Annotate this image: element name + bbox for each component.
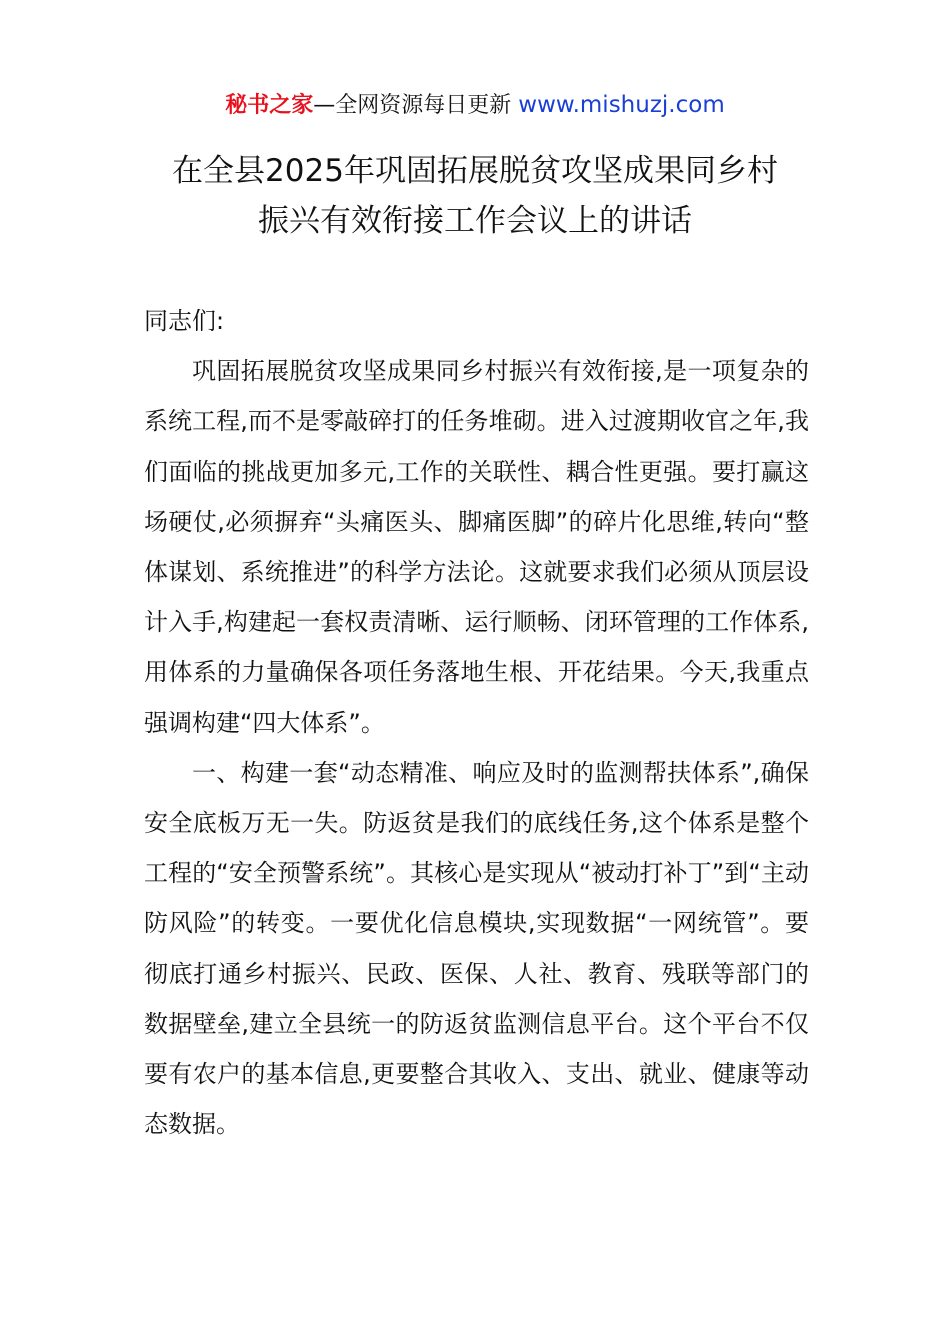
- document-title: [0, 146, 950, 246]
- header-slogan: —全网资源每日更新: [313, 93, 519, 118]
- salutation: 同志们:: [144, 307, 225, 335]
- paragraph-section-one: 一、构建一套“动态精准、响应及时的监测帮扶体系”,确保安全底板万无一失。防返贫是我们的底线任务,这个体系是整个工程的“安全预警系统”。其核心是实现从“被动打补丁”到“主动防风险”的转变。一要优化信息模块,实现数据“一网统管”。要彻底打通乡村振兴、民政、医保、人社、教育、残联等部门的数据壁垒,建立全县统一的防返贫监测信息平台。这个平台不仅要有农户的基本信息,更要整合其收入、支出、就业、健康等动态数据。: [144, 758, 809, 1139]
- document-body: [144, 296, 809, 1149]
- site-header: [0, 88, 950, 123]
- brand-name: 秘书之家: [225, 93, 314, 118]
- title-line-1: 在全县2025年巩固拓展脱贫攻坚成果同乡村: [172, 153, 778, 189]
- paragraph-intro: 巩固拓展脱贫攻坚成果同乡村振兴有效衔接,是一项复杂的系统工程,而不是零敲碎打的任务堆砌。进入过渡期收官之年,我们面临的挑战更加多元,工作的关联性、耦合性更强。要打赢这场硬仗,必须摒弃“头痛医头、脚痛医脚”的碎片化思维,转向“整体谋划、系统推进”的科学方法论。这就要求我们必须从顶层设计入手,构建起一套权责清晰、运行顺畅、闭环管理的工作体系,用体系的力量确保各项任务落地生根、开花结果。今天,我重点强调构建“四大体系”。: [144, 357, 809, 737]
- site-url-link[interactable]: www.mishuzj.com: [518, 92, 725, 118]
- title-line-2: 振兴有效衔接工作会议上的讲话: [258, 203, 692, 239]
